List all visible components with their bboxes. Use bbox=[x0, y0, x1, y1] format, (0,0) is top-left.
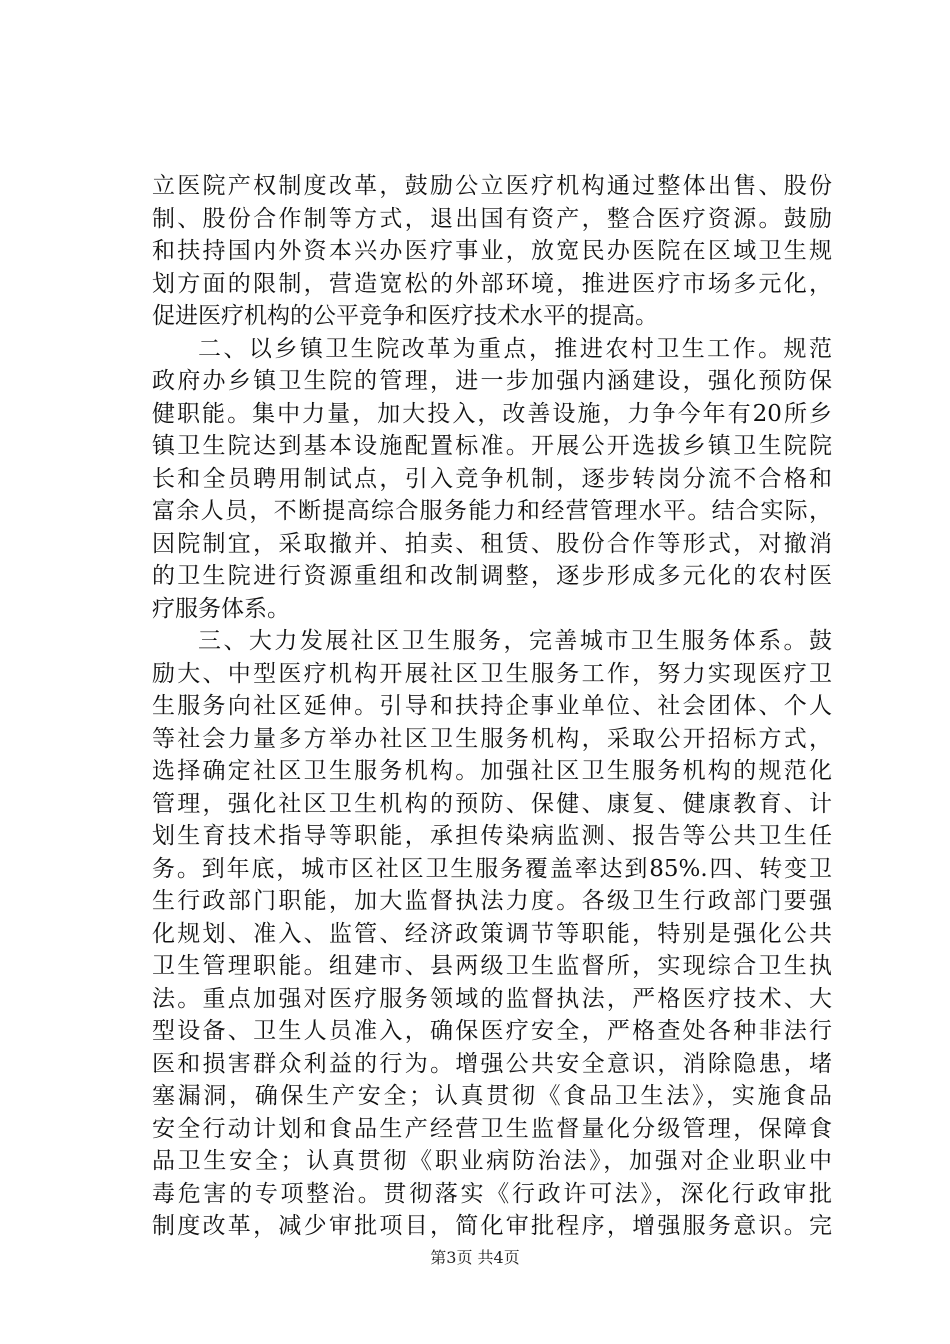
text-line: 长和全员聘用制试点，引入竞争机制，逐步转岗分流不合格和 bbox=[152, 465, 832, 492]
text-line: 励大、中型医疗机构开展社区卫生服务工作，努力实现医疗卫 bbox=[152, 660, 832, 687]
text-line: 等社会力量多方举办社区卫生服务机构，采取公开招标方式， bbox=[152, 725, 832, 752]
text-line: 生服务向社区延伸。引导和扶持企事业单位、社会团体、个人 bbox=[152, 693, 832, 719]
text-line: 疗服务体系。 bbox=[152, 595, 290, 622]
text-line: 促进医疗机构的公平竞争和医疗技术水平的提高。 bbox=[152, 303, 658, 329]
text-line: 塞漏洞，确保生产安全；认真贯彻《食品卫生法》，实施食品 bbox=[152, 1083, 832, 1109]
text-line: 生行政部门职能，加大监督执法力度。各级卫生行政部门要强 bbox=[152, 888, 832, 914]
text-line: 法。重点加强对医疗服务领域的监督执法，严格医疗技术、大 bbox=[152, 985, 832, 1012]
text-line: 制、股份合作制等方式，退出国有资产，整合医疗资源。鼓励 bbox=[152, 205, 832, 232]
text-line: 化规划、准入、监管、经济政策调节等职能，特别是强化公共 bbox=[152, 920, 832, 947]
text-line: 和扶持国内外资本兴办医疗事业，放宽民办医院在区域卫生规 bbox=[152, 238, 832, 264]
text-line: 选择确定社区卫生服务机构。加强社区卫生服务机构的规范化 bbox=[152, 758, 832, 784]
text-line: 划生育技术指导等职能，承担传染病监测、报告等公共卫生任 bbox=[152, 823, 832, 849]
text-line: 安全行动计划和食品生产经营卫生监督量化分级管理，保障食 bbox=[152, 1115, 832, 1142]
text-line: 三、大力发展社区卫生服务，完善城市卫生服务体系。鼓 bbox=[198, 628, 832, 654]
text-line: 卫生管理职能。组建市、县两级卫生监督所，实现综合卫生执 bbox=[152, 953, 832, 979]
text-line: 医和损害群众利益的行为。增强公共安全意识，消除隐患，堵 bbox=[152, 1050, 832, 1077]
page-footer: 第3页 共4页 bbox=[430, 1248, 520, 1267]
text-line: 划方面的限制，营造宽松的外部环境，推进医疗市场多元化， bbox=[152, 270, 832, 297]
text-line: 立医院产权制度改革，鼓励公立医疗机构通过整体出售、股份 bbox=[152, 173, 832, 199]
text-line: 政府办乡镇卫生院的管理，进一步加强内涵建设，强化预防保 bbox=[152, 368, 832, 394]
text-line: 的卫生院进行资源重组和改制调整，逐步形成多元化的农村医 bbox=[152, 563, 832, 589]
text-line: 毒危害的专项整治。贯彻落实《行政许可法》，深化行政审批 bbox=[152, 1180, 832, 1207]
body-text bbox=[152, 170, 832, 1243]
text-line: 镇卫生院达到基本设施配置标准。开展公开选拔乡镇卫生院院 bbox=[152, 433, 832, 459]
text-line: 务。到年底，城市区社区卫生服务覆盖率达到85%.四、转变卫 bbox=[152, 855, 832, 882]
text-line: 品卫生安全；认真贯彻《职业病防治法》，加强对企业职业中 bbox=[152, 1148, 832, 1174]
text-line: 二、以乡镇卫生院改革为重点，推进农村卫生工作。规范 bbox=[198, 335, 832, 362]
text-line: 型设备、卫生人员准入，确保医疗安全，严格查处各种非法行 bbox=[152, 1018, 832, 1044]
text-line: 管理，强化社区卫生机构的预防、保健、康复、健康教育、计 bbox=[152, 790, 832, 817]
text-line: 富余人员，不断提高综合服务能力和经营管理水平。结合实际， bbox=[152, 498, 832, 524]
text-line: 因院制宜，采取撤并、拍卖、租赁、股份合作等形式，对撤消 bbox=[152, 530, 832, 557]
text-line: 健职能。集中力量，加大投入，改善设施，力争今年有20所乡 bbox=[152, 400, 832, 427]
text-line: 制度改革，减少审批项目，简化审批程序，增强服务意识。完 bbox=[152, 1213, 832, 1239]
